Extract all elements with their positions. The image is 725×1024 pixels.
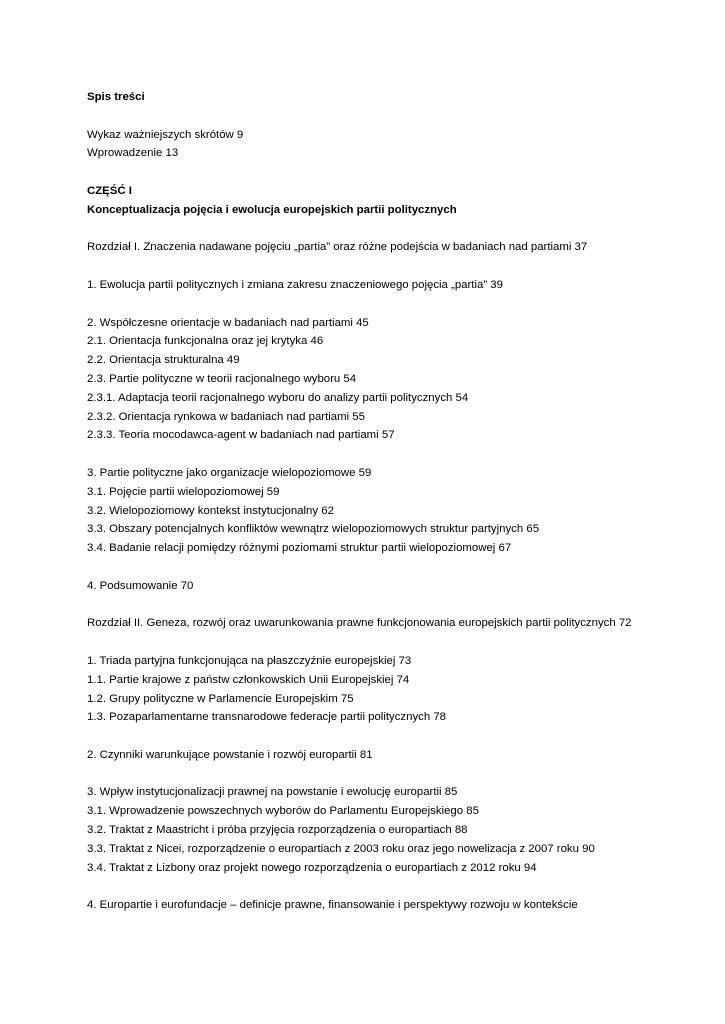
table-of-contents — [87, 88, 707, 915]
toc-entry-1-4: 4. Podsumowanie 70 — [87, 579, 194, 592]
toc-entry-2-3-3: 3.3. Traktat z Nicei, rozporządzenie o europartiach z 2003 roku oraz jego nowelizacja z 2007 roku 90 — [87, 842, 595, 855]
toc-title: Spis treści — [87, 91, 145, 103]
toc-entry-1-3: 3. Partie polityczne jako organizacje wielopoziomowe 59 — [87, 466, 372, 479]
part-title: Konceptualizacja pojęcia i ewolucja europejskich partii politycznych — [87, 203, 457, 216]
spacer — [87, 633, 707, 652]
toc-entry-1-3-2: 3.2. Wielopoziomowy kontekst instytucjonalny 62 — [87, 504, 334, 517]
toc-entry-1-3-1: 3.1. Pojęcie partii wielopoziomowej 59 — [87, 485, 280, 498]
spacer — [87, 445, 707, 464]
spacer — [87, 558, 707, 577]
toc-entry-2-1-3: 1.3. Pozaparlamentarne transnarodowe federacje partii politycznych 78 — [87, 711, 447, 724]
toc-entry-1-2-1: 2.1. Orientacja funkcjonalna oraz jej krytyka 46 — [87, 335, 324, 348]
spacer — [87, 596, 707, 615]
spacer — [87, 765, 707, 784]
toc-entry-2-1-2: 1.2. Grupy polityczne w Parlamencie Europejskim 75 — [87, 692, 354, 705]
spacer — [87, 257, 707, 276]
toc-entry-2-3-2: 3.2. Traktat z Maastricht i próba przyjęcia rozporządzenia o europartiach 88 — [87, 824, 468, 837]
toc-entry-1-3-4: 3.4. Badanie relacji pomiędzy różnymi poziomami struktur partii wielopoziomowej 67 — [87, 542, 512, 555]
toc-entry-1-2: 2. Współczesne orientacje w badaniach nad partiami 45 — [87, 316, 369, 329]
spacer — [87, 295, 707, 314]
toc-entry-1-3-3: 3.3. Obszary potencjalnych konfliktów wewnątrz wielopoziomowych struktur partyjnych 65 — [87, 523, 540, 536]
toc-entry-1-2-2: 2.2. Orientacja strukturalna 49 — [87, 354, 240, 367]
toc-entry-2-3-4: 3.4. Traktat z Lizbony oraz projekt nowego rozporządzenia o europartiach z 2012 roku 94 — [87, 861, 537, 874]
spacer — [87, 220, 707, 239]
toc-entry-2-1: 1. Triada partyjna funkcjonująca na płaszczyźnie europejskiej 73 — [87, 654, 412, 667]
toc-entry-2-3: 3. Wpływ instytucjonalizacji prawnej na powstanie i ewolucję europartii 85 — [87, 786, 458, 799]
toc-entry-introduction: Wprowadzenie 13 — [87, 147, 179, 160]
spacer — [87, 727, 707, 746]
spacer — [87, 107, 707, 126]
part-label: CZĘŚĆ I — [87, 184, 132, 197]
toc-entry-1-2-3-3: 2.3.3. Teoria mocodawca-agent w badaniach nad partiami 57 — [87, 429, 395, 442]
toc-entry-1-2-3-2: 2.3.2. Orientacja rynkowa w badaniach nad partiami 55 — [87, 410, 365, 423]
toc-entry-1-2-3: 2.3. Partie polityczne w teorii racjonalnego wyboru 54 — [87, 372, 357, 385]
toc-entry-2-1-1: 1.1. Partie krajowe z państw członkowskich Unii Europejskiej 74 — [87, 673, 410, 686]
chapter-2-title: Rozdział II. Geneza, rozwój oraz uwarunkowania prawne funkcjonowania europejskich partii politycznych 72 — [87, 617, 632, 630]
spacer — [87, 877, 707, 896]
chapter-1-title: Rozdział I. Znaczenia nadawane pojęciu „partia” oraz różne podejścia w badaniach nad partiami 37 — [87, 241, 588, 254]
toc-entry-2-3-1: 3.1. Wprowadzenie powszechnych wyborów do Parlamentu Europejskiego 85 — [87, 805, 479, 818]
spacer — [87, 163, 707, 182]
toc-entry-2-4: 4. Europartie i eurofundacje – definicje prawne, finansowanie i perspektywy rozwoju w kontekście — [87, 899, 578, 912]
toc-entry-abbreviations: Wykaz ważniejszych skrótów 9 — [87, 128, 244, 141]
toc-entry-1-2-3-1: 2.3.1. Adaptacja teorii racjonalnego wyboru do analizy partii politycznych 54 — [87, 391, 469, 404]
toc-entry-2-2: 2. Czynniki warunkujące powstanie i rozwój europartii 81 — [87, 748, 373, 761]
toc-entry-1-1: 1. Ewolucja partii politycznych i zmiana zakresu znaczeniowego pojęcia „partia” 39 — [87, 278, 503, 291]
